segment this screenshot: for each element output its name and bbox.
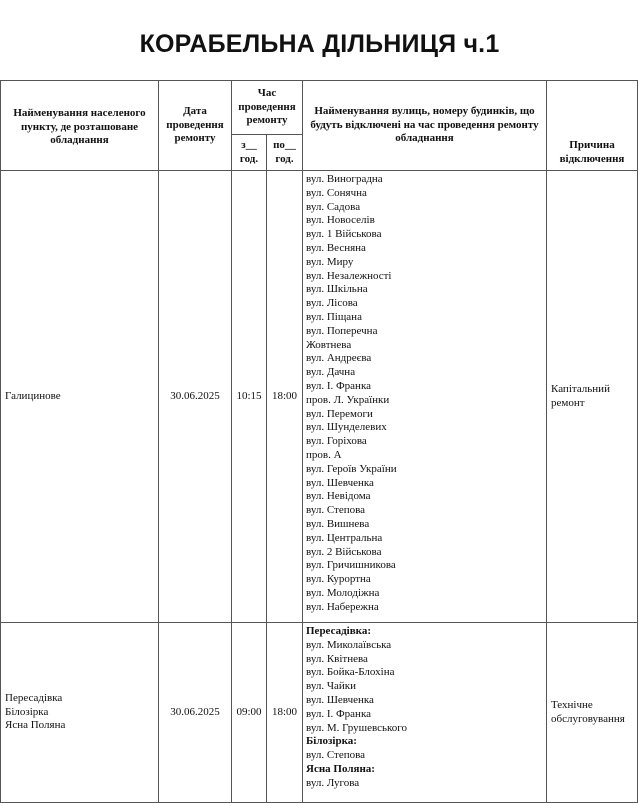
street-item: вул. Лісова (306, 297, 358, 310)
street-item: вул. Піщана (306, 310, 362, 323)
settlement-subheading: Пересадівка: (306, 625, 371, 637)
header-time: Час проведення ремонту (232, 81, 303, 135)
time-from-cell: 10:15 (232, 171, 267, 623)
place-name: Пересадівка (5, 691, 63, 704)
street-item: вул. М. Грушевського (306, 721, 408, 734)
settlement-subheading: Білозірка: (306, 735, 357, 748)
street-item: вул. Невідома (306, 490, 371, 503)
street-item: вул. Дачна (306, 366, 356, 379)
street-item: вул. Новоселів (306, 214, 375, 227)
street-item: вул. Лугова (306, 776, 360, 789)
street-item: вул. Героїв України (306, 462, 397, 475)
streets-cell (303, 623, 547, 803)
place-cell (1, 171, 159, 623)
street-item: вул. Андреєва (306, 352, 372, 365)
header-time-from: з__ год. (232, 135, 267, 171)
date-cell: 30.06.2025 (159, 171, 232, 623)
settlement-subheading: Ясна Поляна: (306, 762, 375, 775)
street-item: вул. Гричишникова (306, 559, 396, 572)
place-name: Галицинове (5, 389, 61, 402)
reason-cell: Технічне обслуговування (547, 623, 638, 803)
street-item: вул. Курортна (306, 573, 371, 586)
street-item: вул. Весняна (306, 241, 366, 254)
street-item: вул. Поперечна (306, 324, 378, 337)
street-item: вул. І. Франка (306, 707, 372, 720)
street-item: пров. Л. Українки (306, 393, 390, 406)
street-item: вул. Шкільна (306, 283, 368, 296)
street-item: вул. Вишнева (306, 517, 370, 530)
streets-cell (303, 171, 547, 623)
time-from-cell: 09:00 (232, 623, 267, 803)
street-item: вул. Перемоги (306, 407, 373, 420)
street-item: вул. Степова (306, 504, 366, 517)
street-item: вул. І. Франка (306, 379, 372, 392)
street-item: вул. Миколаївська (306, 638, 392, 651)
street-item: вул. Миру (306, 255, 354, 268)
page-title: КОРАБЕЛЬНА ДІЛЬНИЦЯ ч.1 (139, 30, 500, 58)
street-item: пров. А (306, 448, 342, 461)
street-item: вул. Степова (306, 749, 366, 762)
time-to-cell: 18:00 (267, 623, 303, 803)
street-item: вул. Центральна (306, 531, 383, 544)
street-item: вул. Садова (306, 200, 361, 213)
street-item: вул. 1 Військова (306, 228, 382, 241)
place-cell (1, 623, 159, 803)
street-item: вул. Шевченка (306, 693, 374, 706)
header-date: Дата проведення ремонту (159, 81, 232, 171)
street-item: вул. Горіхова (306, 435, 367, 448)
header-reason: Причина відключення (547, 81, 638, 171)
street-item: вул. Квітнева (306, 652, 368, 665)
table-row (1, 623, 638, 803)
header-time-to: по__ год. (267, 135, 303, 171)
time-to-cell: 18:00 (267, 171, 303, 623)
street-item: вул. Шевченка (306, 476, 374, 489)
street-item: вул. Бойка-Блохіна (306, 666, 395, 679)
street-item: вул. 2 Військова (306, 545, 382, 558)
street-item: вул. Шунделевих (306, 421, 387, 434)
street-item: вул. Виноградна (306, 173, 383, 185)
table-row (1, 171, 638, 623)
street-item: вул. Сонячна (306, 186, 367, 199)
header-place: Найменування населеного пункту, де розташоване обладнання (1, 81, 159, 171)
outage-table (0, 80, 638, 803)
street-item: вул. Чайки (306, 680, 356, 693)
street-item: Жовтнева (306, 338, 352, 351)
street-item: вул. Молодіжна (306, 586, 380, 599)
header-streets: Найменування вулиць, номеру будинків, що будуть відключені на час проведення ремонту обладнання (303, 81, 547, 171)
place-name: Ясна Поляна (5, 719, 66, 732)
header-row (1, 81, 638, 135)
street-item: вул. Набережна (306, 600, 379, 613)
place-name: Білозірка (5, 705, 49, 718)
date-cell: 30.06.2025 (159, 623, 232, 803)
street-item: вул. Незалежності (306, 269, 392, 282)
reason-cell: Капітальний ремонт (547, 171, 638, 623)
